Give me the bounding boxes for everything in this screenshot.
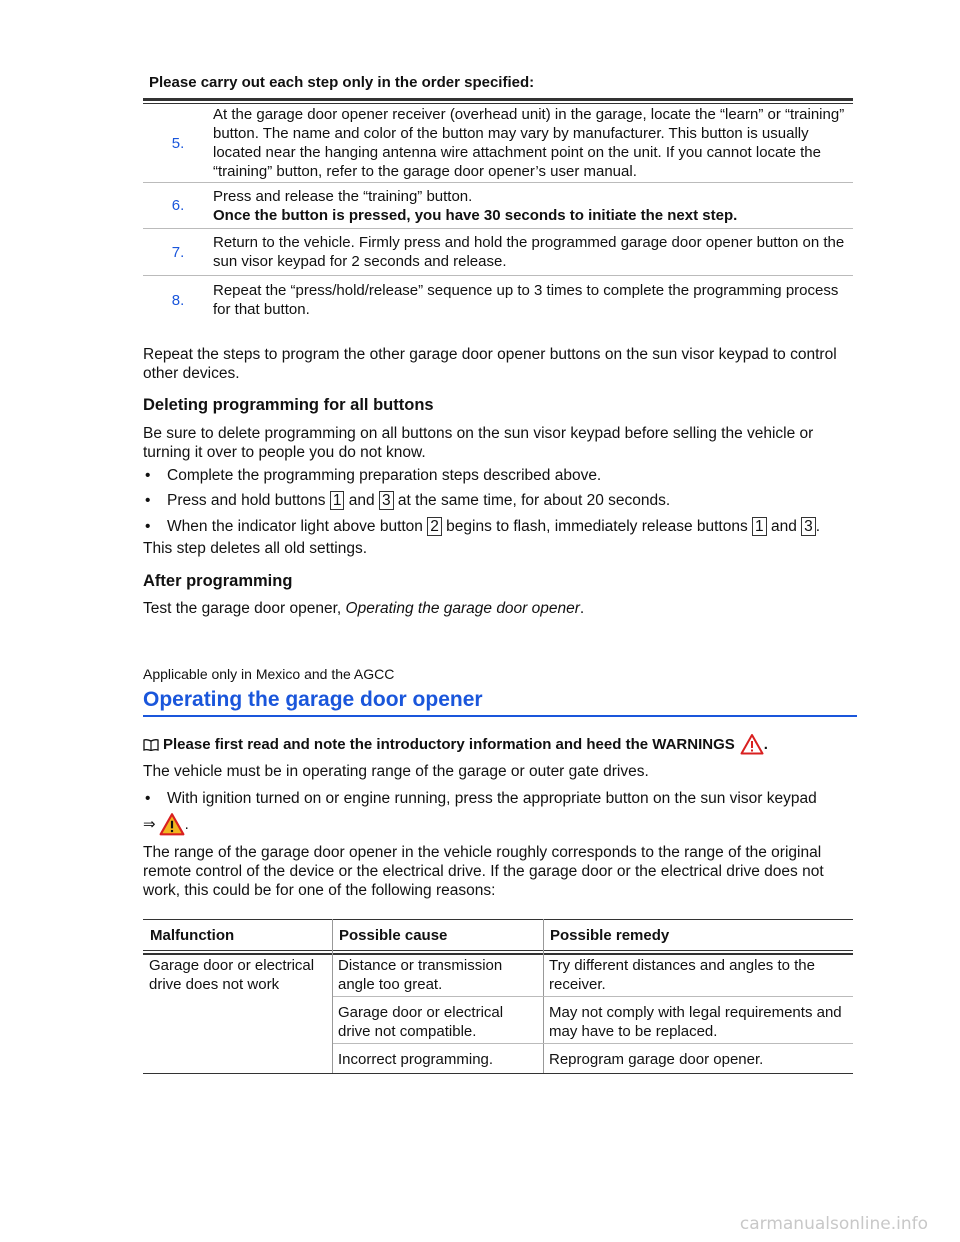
delete-settings-note: This step deletes all old settings. xyxy=(143,540,368,557)
bullet-dot: • xyxy=(145,518,151,535)
text-run: at the same time, for about 20 seconds. xyxy=(393,492,671,509)
bullet-dot: • xyxy=(145,790,151,807)
step-row xyxy=(143,183,853,229)
step-row xyxy=(143,229,853,276)
text-run: begins to flash, immediately release buttons xyxy=(441,518,753,535)
deleting-intro: Be sure to delete programming on all buttons on the sun visor keypad before selling the vehicle or turning it over to people you do not know. xyxy=(143,425,814,461)
bullet-text: Complete the programming preparation steps described above. xyxy=(167,467,602,484)
table-header-cell: Possible remedy xyxy=(550,927,670,944)
warning-triangle-icon xyxy=(740,733,764,755)
after-programming-text xyxy=(143,599,853,618)
arrow-icon: ⇒ xyxy=(143,816,156,833)
step-number: 6. xyxy=(171,197,185,214)
warning-reference xyxy=(143,812,189,836)
table-cell: Distance or transmission angle too great. xyxy=(338,957,503,993)
text-run: Test the garage door opener, xyxy=(143,600,346,617)
read-note xyxy=(143,733,768,755)
bullet-dot: • xyxy=(145,467,151,484)
step-text: Repeat the “press/hold/release” sequence up to 3 times to complete the programming process for that button. xyxy=(213,282,839,318)
steps-heading: Please carry out each step only in the order specified: xyxy=(149,74,535,91)
table-cell: May not comply with legal requirements and may have to be replaced. xyxy=(549,1004,842,1040)
read-note-text: Please first read and note the introductory information and heed the WARNINGS xyxy=(163,735,735,753)
table-header-rule xyxy=(143,950,853,955)
step-text: At the garage door opener receiver (overhead unit) in the garage, locate the “learn” or “training” button. The name and color of the button may vary by manufacturer. This button is usually located near the hanging antenna wire attachment point on the unit. If you cannot locate the “training” button, refer to the garage door opener’s user manual. xyxy=(213,106,845,180)
book-icon xyxy=(143,738,159,751)
text-run: and xyxy=(766,518,802,535)
after-programming-heading: After programming xyxy=(143,572,293,590)
step-text-bold: Once the button is pressed, you have 30 seconds to initiate the next step. xyxy=(213,206,738,224)
warning-triangle-icon[interactable] xyxy=(159,812,185,836)
repeat-paragraph: Repeat the steps to program the other garage door opener buttons on the sun visor keypad to control other devices. xyxy=(143,346,837,382)
text-run: . xyxy=(763,735,768,753)
row-divider xyxy=(333,1043,853,1044)
button-key-label: 3 xyxy=(379,491,394,510)
bullet-dot: • xyxy=(145,492,151,509)
bullet-item xyxy=(143,789,853,839)
bullet-text xyxy=(167,491,853,511)
step-number: 8. xyxy=(171,291,185,309)
watermark-text: carmanualsonline.info xyxy=(739,1214,928,1234)
table-header-cell: Malfunction xyxy=(150,927,235,944)
button-key-label: 3 xyxy=(801,517,816,536)
step-text: Return to the vehicle. Firmly press and hold the programmed garage door opener button on the sun visor keypad for 2 seconds and release. xyxy=(213,234,845,270)
button-key-label: 2 xyxy=(427,517,442,536)
button-key-label: 1 xyxy=(752,517,767,536)
text-run: and xyxy=(344,492,379,509)
applicability-note: Applicable only in Mexico and the AGCC xyxy=(143,666,395,682)
button-key-label: 1 xyxy=(330,491,345,510)
table-cell: Garage door or electrical drive not compatible. xyxy=(338,1004,504,1040)
bullet-text xyxy=(167,517,853,537)
table-cell: Garage door or electrical drive does not work xyxy=(149,957,315,993)
text-run: . xyxy=(579,600,585,617)
table-header-row xyxy=(143,919,853,951)
step-text-plain: Press and release the “training” button. xyxy=(213,187,473,205)
text-run: . xyxy=(184,815,189,833)
step-text xyxy=(213,187,853,225)
step-row xyxy=(143,104,853,183)
table-cell: Incorrect programming. xyxy=(338,1051,494,1068)
row-divider xyxy=(333,996,853,997)
step-number: 5. xyxy=(171,134,185,152)
text-run: Press and hold buttons xyxy=(167,492,330,509)
title-underline xyxy=(143,715,857,717)
bullet-text: With ignition turned on or engine running, press the appropriate button on the sun visor keypad xyxy=(167,790,817,807)
range-note: The vehicle must be in operating range of the garage or outer gate drives. xyxy=(143,763,649,780)
section-title: Operating the garage door opener xyxy=(143,688,483,711)
step-number: 7. xyxy=(171,243,185,261)
step-row xyxy=(143,276,853,324)
table-bottom-rule xyxy=(143,1073,853,1074)
table-cell: Reprogram garage door opener. xyxy=(549,1051,764,1068)
table-cell: Try different distances and angles to the receiver. xyxy=(549,957,815,993)
table-header-cell: Possible cause xyxy=(339,927,448,944)
range-paragraph: The range of the garage door opener in the vehicle roughly corresponds to the range of the original remote control of the device or the electrical drive. If the garage door or the electrical drive does not work, this could be for one of the following reasons: xyxy=(143,844,824,899)
cross-reference-link[interactable]: Operating the garage door opener xyxy=(345,600,580,617)
text-run: . xyxy=(815,518,821,535)
text-run: When the indicator light above button xyxy=(167,518,428,535)
deleting-heading: Deleting programming for all buttons xyxy=(143,396,434,414)
